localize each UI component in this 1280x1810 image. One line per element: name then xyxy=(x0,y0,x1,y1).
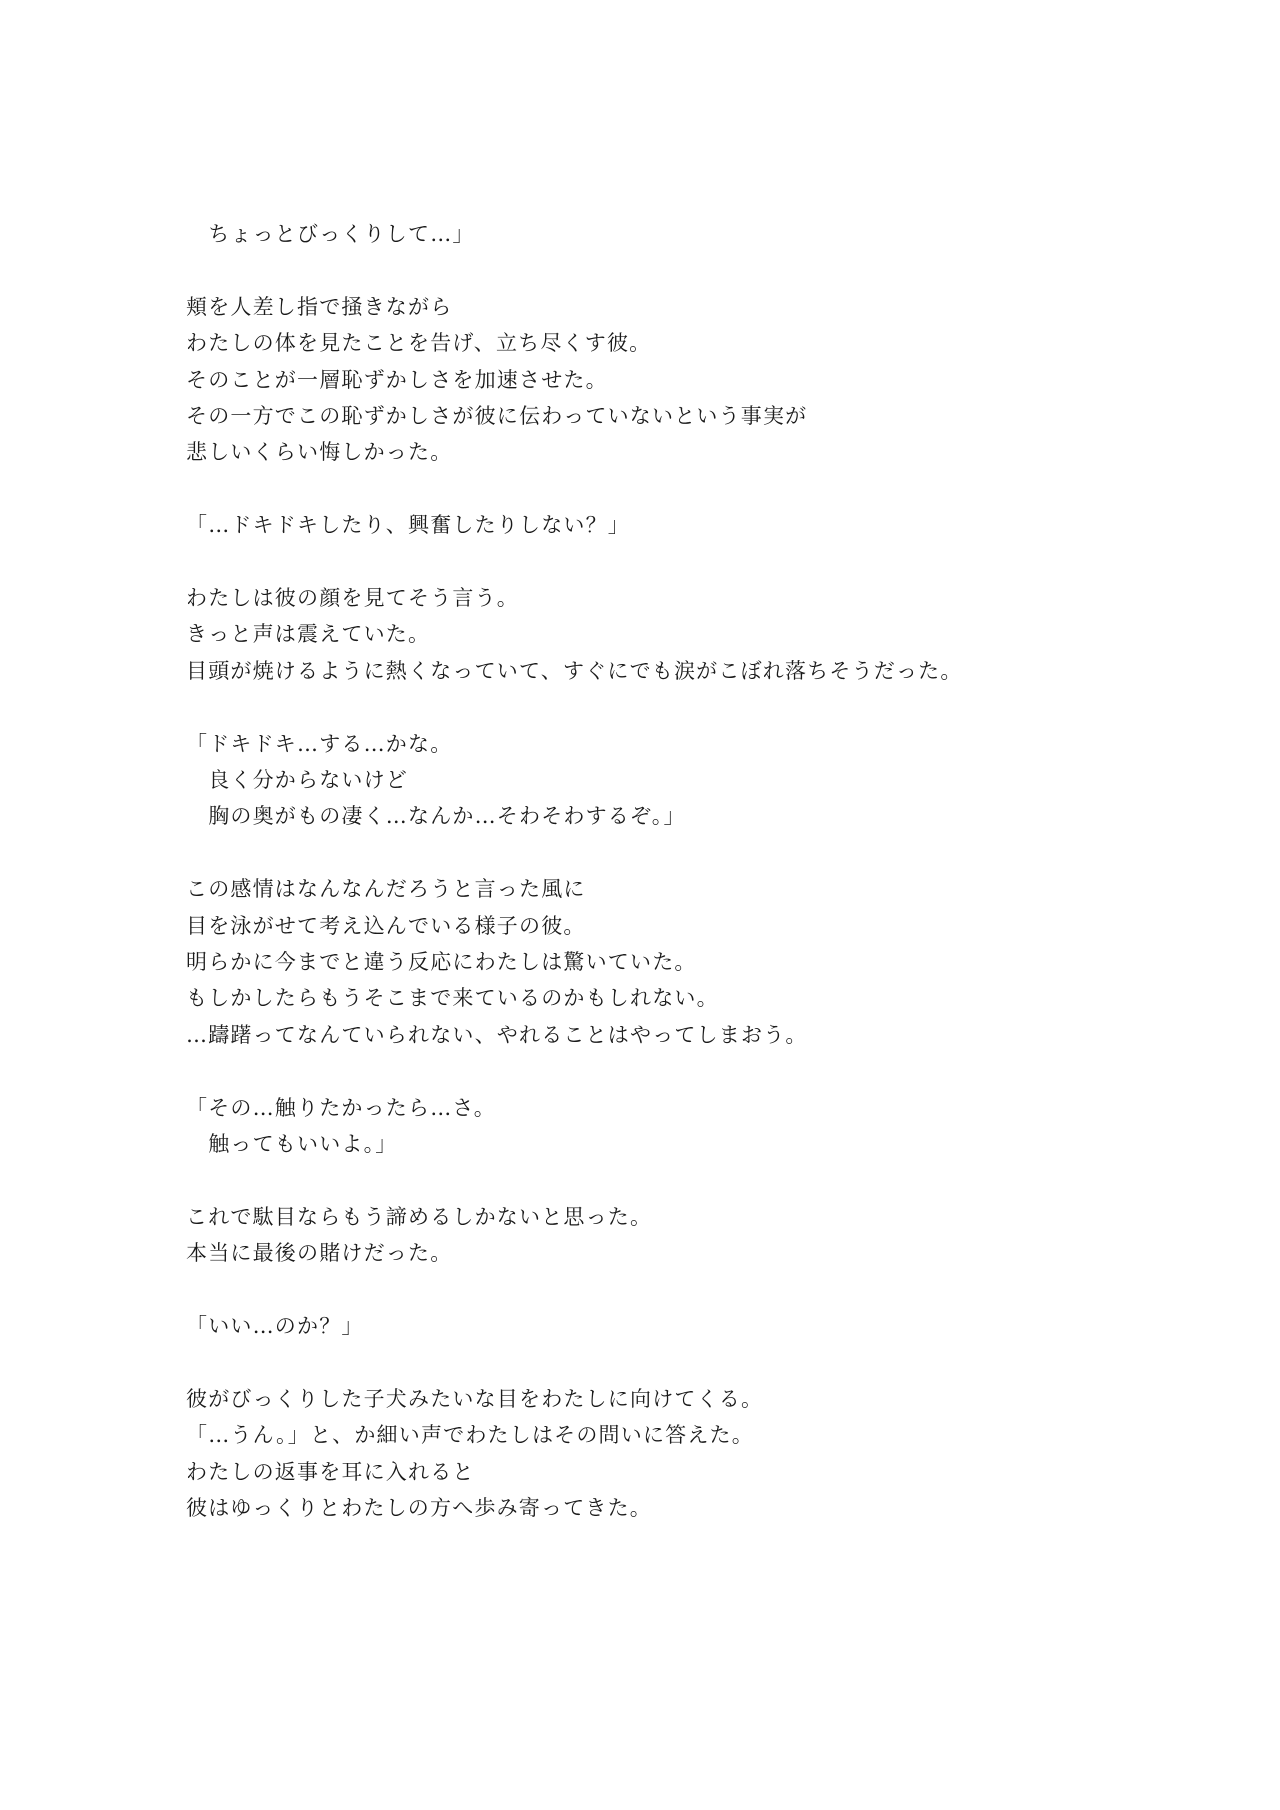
text-line: 彼はゆっくりとわたしの方へ歩み寄ってきた。 xyxy=(186,1496,652,1521)
story-text xyxy=(186,216,1206,1563)
text-line: 本当に最後の賭けだった。 xyxy=(186,1241,453,1266)
text-line: これで駄目ならもう諦めるしかないと思った。 xyxy=(186,1204,653,1229)
text-line: もしかしたらもうそこまで来ているのかもしれない。 xyxy=(186,986,719,1011)
text-line: わたしの返事を耳に入れると xyxy=(186,1459,475,1484)
paragraph xyxy=(186,507,1206,543)
paragraph xyxy=(186,871,1206,1053)
paragraph xyxy=(186,580,1206,689)
text-line: 悲しいくらい悔しかった。 xyxy=(186,440,453,465)
paragraph xyxy=(186,1199,1206,1272)
text-line: この感情はなんなんだろうと言った風に xyxy=(186,877,586,902)
paragraph xyxy=(186,1308,1206,1344)
text-line: 「その…触りたかったら…さ。 xyxy=(186,1095,496,1120)
paragraph xyxy=(186,1381,1206,1527)
text-line: わたしの体を見たことを告げ、立ち尽くす彼。 xyxy=(186,331,652,356)
text-line: その一方でこの恥ずかしさが彼に伝わっていないという事実が xyxy=(186,404,808,429)
text-line: ちょっとびっくりして…」 xyxy=(186,222,475,246)
text-line: 「…うん。」と、か細い声でわたしはその問いに答えた。 xyxy=(186,1423,754,1448)
text-line: 彼がびっくりした子犬みたいな目をわたしに向けてくる。 xyxy=(186,1386,764,1411)
paragraph xyxy=(186,289,1206,471)
paragraph xyxy=(186,216,1206,252)
paragraph xyxy=(186,726,1206,835)
paragraph xyxy=(186,1090,1206,1163)
text-line: 頬を人差し指で掻きながら xyxy=(186,294,453,319)
text-line: わたしは彼の顔を見てそう言う。 xyxy=(186,586,519,611)
text-line: 良く分からないけど xyxy=(186,768,408,793)
text-line: 目を泳がせて考え込んでいる様子の彼。 xyxy=(186,913,586,938)
text-line: きっと声は震えていた。 xyxy=(186,622,431,647)
text-line: 「いい…のか？」 xyxy=(186,1314,364,1339)
text-line: 「…ドキドキしたり、興奮したりしない？」 xyxy=(186,513,630,538)
text-line: 明らかに今までと違う反応にわたしは驚いていた。 xyxy=(186,950,697,975)
text-line: 胸の奥がもの凄く…なんか…そわそわするぞ。」 xyxy=(186,804,686,829)
text-line: …躊躇ってなんていられない、やれることはやってしまおう。 xyxy=(186,1022,808,1047)
text-line: 「ドキドキ…する…かな。 xyxy=(186,731,453,756)
text-line: そのことが一層恥ずかしさを加速させた。 xyxy=(186,367,608,392)
text-line: 触ってもいいよ。」 xyxy=(186,1132,398,1157)
text-line: 目頭が焼けるように熱くなっていて、すぐにでも涙がこぼれ落ちそうだった。 xyxy=(186,658,963,683)
